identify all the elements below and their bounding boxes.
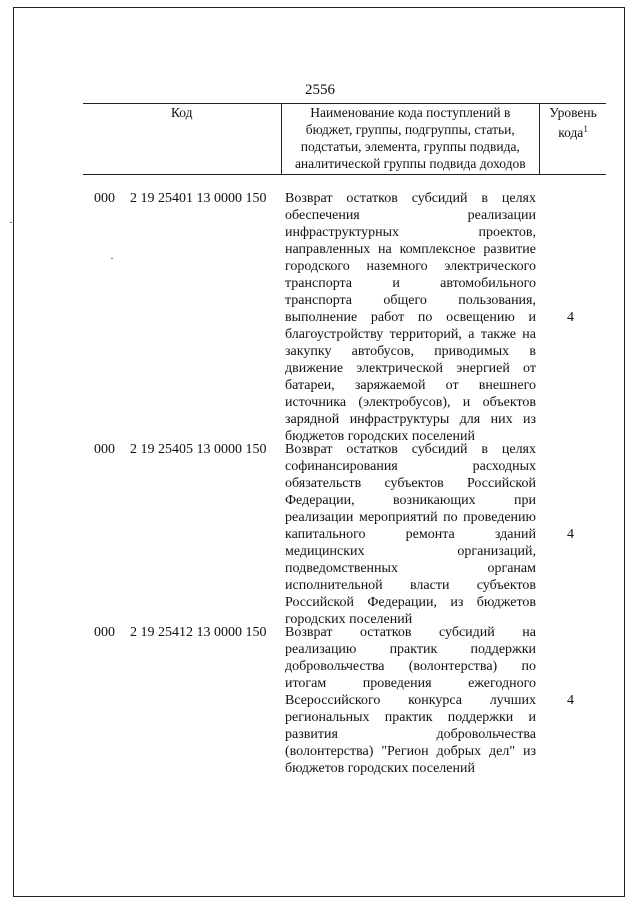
admin-code: 000 [94,625,115,640]
income-name-line: бюджетов городских поселений [285,761,475,776]
header-level [540,104,606,175]
income-name-line: бюджетов городских поселений [285,429,475,444]
income-name-line: благоустройству территорий, а также на [285,327,536,342]
header-name-line: аналитической группы подвида доходов [294,156,526,171]
income-name-line: развития добровольчества [285,727,536,742]
admin-code: 000 [94,442,115,457]
income-name-line: реализацию практик поддержки [285,642,536,657]
income-code: 2 19 25401 13 0000 150 [130,191,267,206]
income-name-line: городского наземного электрического [285,259,536,274]
income-name-line: медицинских организаций, [285,544,536,559]
income-name-line: направленных на комплексное развитие [285,242,536,257]
code-level: 4 [567,310,574,325]
income-name-line: источника (электробусов), и объектов [285,395,536,410]
admin-code: 000 [94,191,115,206]
income-name-line: обязательств субъектов Российской [285,476,536,491]
income-name-line: транспорта и автомобильного [285,276,536,291]
income-name-line: (волонтерства) "Регион добрых дел" из [285,744,536,759]
income-name-line: инфраструктурных проектов, [285,225,536,240]
header-level-label: кода [558,125,584,140]
income-name-line: закупку автобусов, приводимых в [285,344,536,359]
header-name-line: Наименование кода поступлений в [310,105,511,120]
income-name-line: подведомственных органам [285,561,536,576]
income-name-line: Возврат остатков субсидий в целях [285,191,536,206]
income-name-line: Возврат остатков субсидий на [285,625,536,640]
header-code-label: Код [170,105,193,120]
income-name-line: Всероссийского конкурса лучших [285,693,536,708]
income-name-line: зарядной инфраструктуры для них из [285,412,536,427]
scan-speck [111,258,113,259]
income-name [285,190,536,445]
header-name [281,104,540,175]
footnote-mark: 1 [583,124,588,134]
income-name-line: Российской Федерации, из бюджетов [285,595,536,610]
code-level: 4 [567,693,574,708]
income-name-line: региональных практик поддержки и [285,710,536,725]
table-header [83,103,606,175]
code-level: 4 [567,527,574,542]
header-level-line [540,121,606,141]
income-name-line: реализации мероприятий по проведению [285,510,536,525]
income-name-line: Федерации, возникающих при [285,493,536,508]
income-name-line: софинансирования расходных [285,459,536,474]
scan-speck [10,222,12,223]
income-name [285,441,536,628]
page-number: 2556 [305,82,335,98]
header-level-line: Уровень [549,105,597,120]
income-name-line: батареи, заряжаемой от внешнего [285,378,536,393]
income-name-line: Возврат остатков субсидий в целях [285,442,536,457]
header-name-line: подстатьи, элемента, группы подвида, [300,139,520,154]
income-code: 2 19 25405 13 0000 150 [130,442,267,457]
income-name-line: транспорта общего пользования, [285,293,536,308]
income-name-line: капитального ремонта зданий [285,527,536,542]
header-name-line: бюджет, группы, подгруппы, статьи, [305,122,515,137]
income-name-line: движение электрической энергией от [285,361,536,376]
income-code: 2 19 25412 13 0000 150 [130,625,267,640]
income-name [285,624,536,777]
header-code [83,104,281,175]
income-name-line: итогам проведения ежегодного [285,676,536,691]
income-name-line: исполнительной власти субъектов [285,578,536,593]
income-name-line: обеспечения реализации [285,208,536,223]
income-name-line: городских поселений [285,612,413,627]
income-name-line: добровольчества (волонтерства) по [285,659,536,674]
income-name-line: выполнение работ по освещению и [285,310,536,325]
